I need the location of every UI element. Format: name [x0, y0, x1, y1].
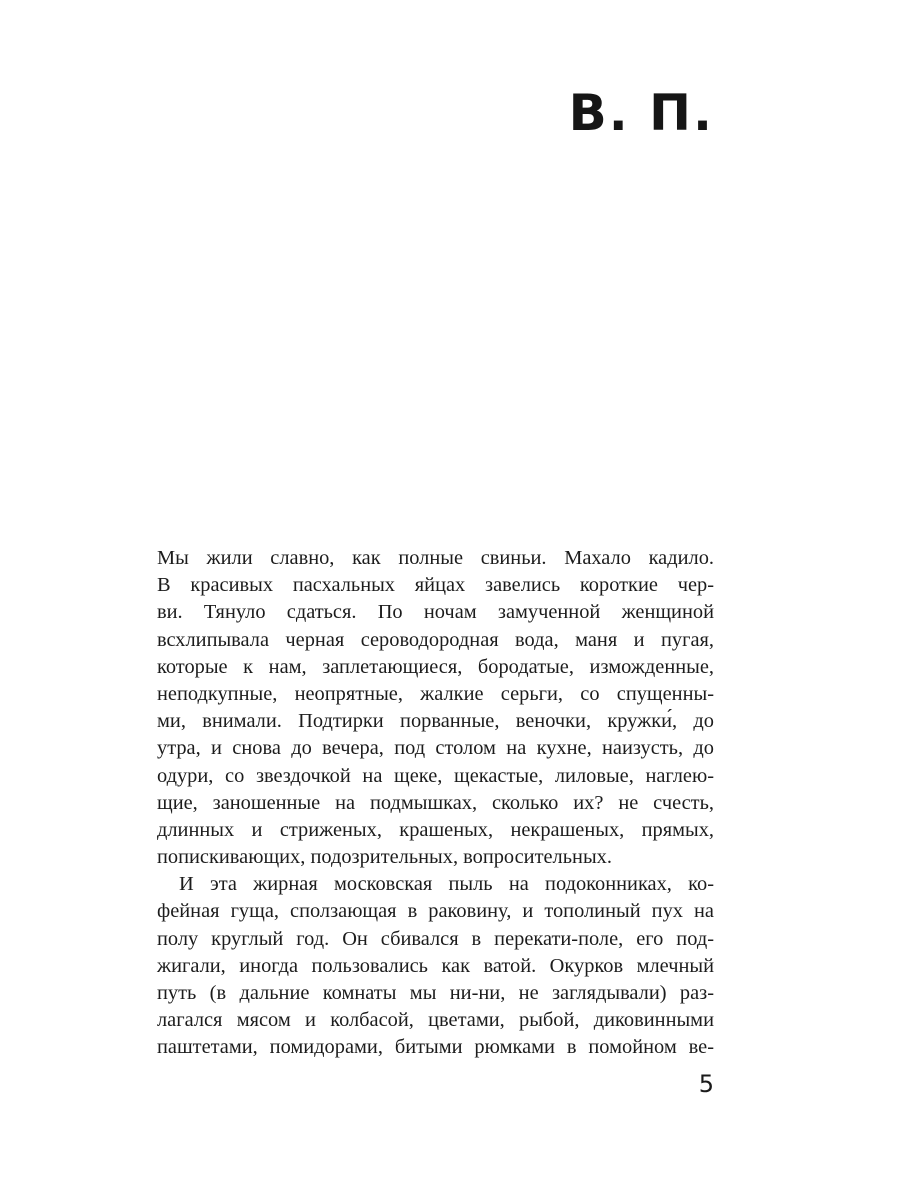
text-line: путь (в дальние комнаты мы ни-ни, не заглядывали) раз-: [157, 982, 714, 1004]
text-line: ви. Тянуло сдаться. По ночам замученной женщиной: [157, 601, 714, 624]
paragraph-2: [157, 871, 714, 1061]
page-number: 5: [698, 1070, 714, 1098]
body-text: [157, 545, 714, 1062]
text-line: которые к нам, заплетающиеся, бородатые, изможденные,: [157, 655, 714, 678]
text-line: полу круглый год. Он сбивался в перекати-поле, его под-: [157, 927, 714, 950]
text-line: всхлипывала черная сероводородная вода, маня и пугая,: [157, 628, 714, 651]
text-line: В красивых пасхальных яйцах завелись короткие чер-: [157, 574, 714, 597]
text-line: И эта жирная московская пыль на подоконниках, ко-: [179, 873, 714, 896]
text-line: попискивающих, подозрительных, вопросительных.: [157, 846, 612, 869]
text-line: ми, внимали. Подтирки порванные, веночки, кружки́, до: [157, 710, 714, 733]
text-line: одури, со звездочкой на щеке, щекастые, лиловые, наглею-: [157, 764, 714, 787]
text-line: фейная гуща, сползающая в раковину, и тополиный пух на: [157, 900, 714, 923]
paragraph-1: [157, 545, 714, 871]
chapter-title: В. П.: [568, 84, 714, 142]
text-line: неподкупные, неопрятные, жалкие серьги, со спущенны-: [157, 682, 714, 705]
text-line: лагался мясом и колбасой, цветами, рыбой, диковинными: [157, 1009, 714, 1032]
text-line: жигали, иногда пользовались как ватой. Окурков млечный: [157, 954, 714, 977]
text-line: утра, и снова до вечера, под столом на кухне, наизусть, до: [157, 737, 714, 760]
text-line: щие, заношенные на подмышках, сколько их? не счесть,: [157, 791, 714, 814]
text-line: паштетами, помидорами, битыми рюмками в помойном ве-: [157, 1036, 714, 1059]
text-line: длинных и стриженых, крашеных, некрашеных, прямых,: [157, 818, 714, 841]
text-line: Мы жили славно, как полные свиньи. Махало кадило.: [157, 547, 714, 569]
